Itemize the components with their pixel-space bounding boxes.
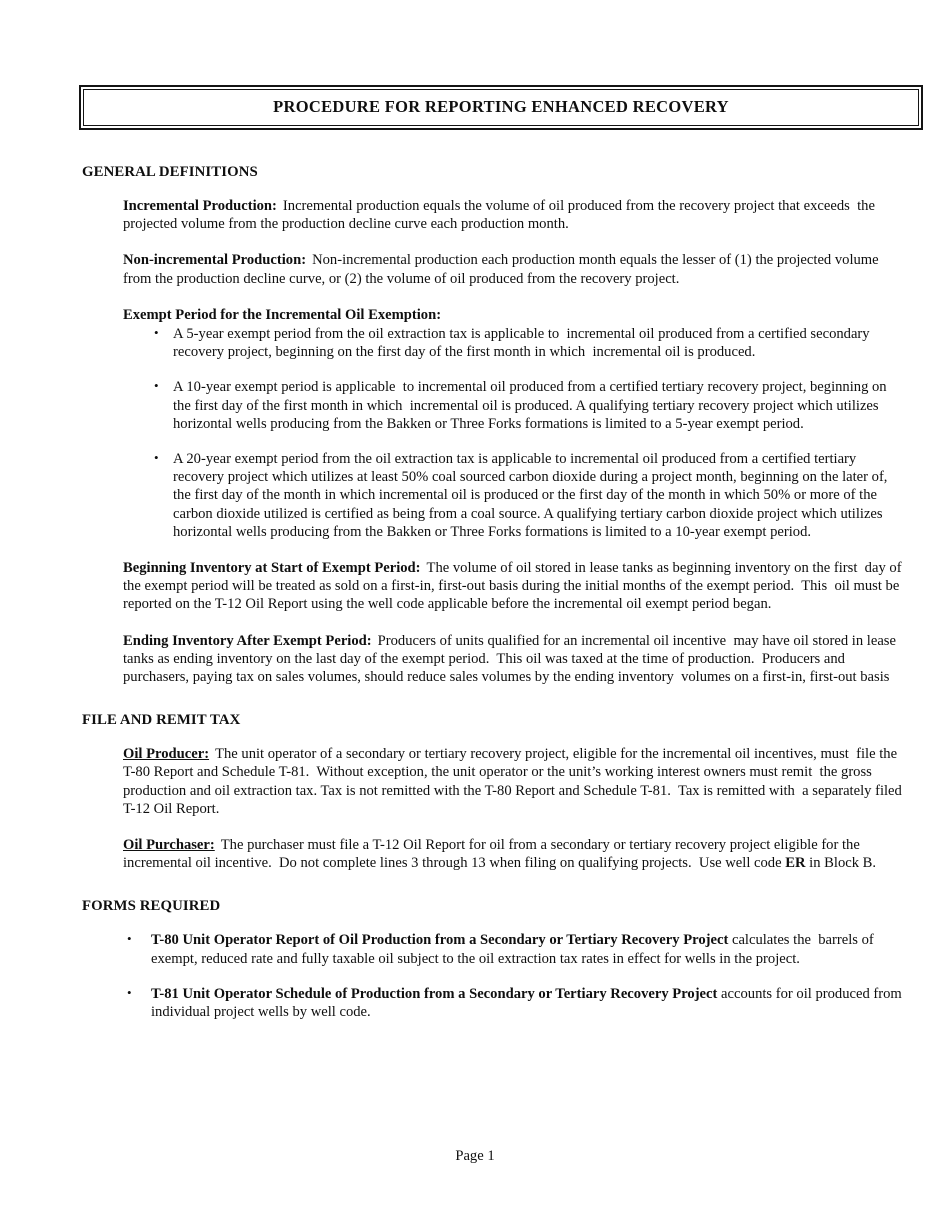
para-beginning-inventory	[123, 559, 904, 614]
document-title-box	[79, 85, 923, 130]
form-t81-item	[123, 985, 904, 1021]
form-t80-name: T-80 Unit Operator Report of Oil Production from a Secondary or Tertiary Recovery Project	[151, 932, 729, 949]
term-incremental-production: Incremental Production:	[123, 198, 277, 214]
oil-purchaser-text-before-code: The purchaser must file a T-12 Oil Report for oil from a secondary or tertiary recovery project eligible for the incremental oil incentive. Do not complete lines 3 through 13 when filing on qualifying projects. Use well code	[123, 837, 868, 872]
definition-non-incremental-production: Non-incremental production each production month equals the lesser of (1) the projected volume from the production decline curve, or (2) the volume of oil produced from the recovery project.	[123, 252, 883, 287]
para-oil-purchaser	[123, 836, 904, 872]
bullet-icon: •	[154, 378, 159, 394]
bullet-icon: •	[127, 931, 132, 947]
definition-ending-inventory: Producers of units qualified for an incremental oil incentive may have oil stored in lease tanks as ending inventory on the last day of the exempt period. This oil was taxed at the time of production. Producers and purchasers, paying tax on sales volumes, should reduce sales volumes by the ending inventory volumes on a first-in, first-out basis	[123, 632, 900, 686]
exempt-20-year-item	[123, 450, 904, 541]
section-general-definitions	[82, 163, 904, 686]
section-heading-file-and-remit-tax: FILE AND REMIT TAX	[82, 712, 241, 729]
term-ending-inventory: Ending Inventory After Exempt Period:	[123, 632, 372, 649]
term-beginning-inventory: Beginning Inventory at Start of Exempt Period:	[123, 560, 421, 577]
section-heading-general-definitions: GENERAL DEFINITIONS	[82, 164, 258, 180]
document-title-inner-border	[83, 89, 919, 126]
para-ending-inventory	[123, 632, 904, 687]
term-non-incremental-production: Non-incremental Production:	[123, 252, 307, 269]
exempt-5-year-text: A 5-year exempt period from the oil extraction tax is applicable to incremental oil produced from a certified secondary recovery project, beginning on the first day of the first month in which incremental oil is produced.	[173, 326, 874, 361]
para-oil-producer	[123, 745, 904, 818]
oil-purchaser-text-after-code: in Block B.	[805, 855, 877, 872]
bullet-icon: •	[154, 325, 159, 341]
document-title: PROCEDURE FOR REPORTING ENHANCED RECOVERY	[273, 97, 729, 116]
term-exempt-period: Exempt Period for the Incremental Oil Exemption:	[123, 306, 442, 323]
exempt-5-year-item	[123, 325, 904, 361]
form-t80-item	[123, 931, 904, 967]
exempt-10-year-text: A 10-year exempt period is applicable to incremental oil produced from a certified tertiary recovery project, beginning on the first day of the first month in which incremental oil is produced. A qualifying tertiary recovery project which utilizes horizontal wells producing from the Bakken or Three Forks formations is limited to a 5-year exempt period.	[173, 379, 891, 432]
form-t80-description: calculates the barrels of exempt, reduced rate and fully taxable oil subject to the oil extraction tax rates in effect for wells in the project.	[151, 932, 878, 967]
exempt-10-year-item	[123, 378, 904, 433]
para-exempt-period-lead	[123, 306, 904, 324]
para-incremental-production	[123, 197, 904, 233]
term-oil-purchaser: Oil Purchaser:	[123, 837, 215, 854]
section-forms-required	[82, 897, 904, 1021]
para-non-incremental-production	[123, 251, 904, 287]
bullet-icon: •	[154, 450, 159, 466]
term-oil-producer: Oil Producer:	[123, 746, 210, 763]
definition-oil-producer: The unit operator of a secondary or tertiary recovery project, eligible for the incremental oil incentives, must file the T-80 Report and Schedule T-81. Without exception, the unit operator or the unit’s working interest owners must remit the gross production and oil extraction tax. Tax is not remitted with the T-80 Report and Schedule T-81. Tax is remitted with a separately filed T-12 Oil Report.	[123, 746, 906, 817]
section-file-and-remit-tax	[82, 711, 904, 872]
definition-beginning-inventory: The volume of oil stored in lease tanks as beginning inventory on the first day of the exempt period will be treated as sold on a first-in, first-out basis during the initial months of the exempt period. This oil must be reported on the T-12 Oil Report using the well code applicable before the incremental oil exempt period began.	[123, 560, 906, 613]
form-t81-name: T-81 Unit Operator Schedule of Production from a Secondary or Tertiary Recovery Project	[151, 985, 718, 1002]
well-code-er: ER	[785, 855, 806, 872]
section-heading-forms-required: FORMS REQUIRED	[82, 898, 221, 915]
forms-required-list	[123, 931, 904, 1021]
definition-incremental-production: Incremental production equals the volume of oil produced from the recovery project that exceeds the projected volume from the production decline curve each production month.	[123, 198, 879, 233]
exempt-period-list	[123, 325, 904, 541]
form-t81-description: accounts for oil produced from individual project wells by well code.	[151, 985, 906, 1021]
page-number: Page 1	[455, 1148, 495, 1164]
exempt-20-year-text: A 20-year exempt period from the oil extraction tax is applicable to incremental oil produced from a certified tertiary recovery project which utilizes at least 50% coal sourced carbon dioxide during a project month, beginning on the later of, the first day of the month in which incremental oil is produced or the first day of the month in which 50% or more of the carbon dioxide utilized is certified as being from a coal source. A qualifying tertiary carbon dioxide project which utilizes horizontal wells producing from the Bakken or Three Forks formations is limited to a 10-year exempt period.	[173, 451, 892, 540]
bullet-icon: •	[127, 984, 132, 1000]
